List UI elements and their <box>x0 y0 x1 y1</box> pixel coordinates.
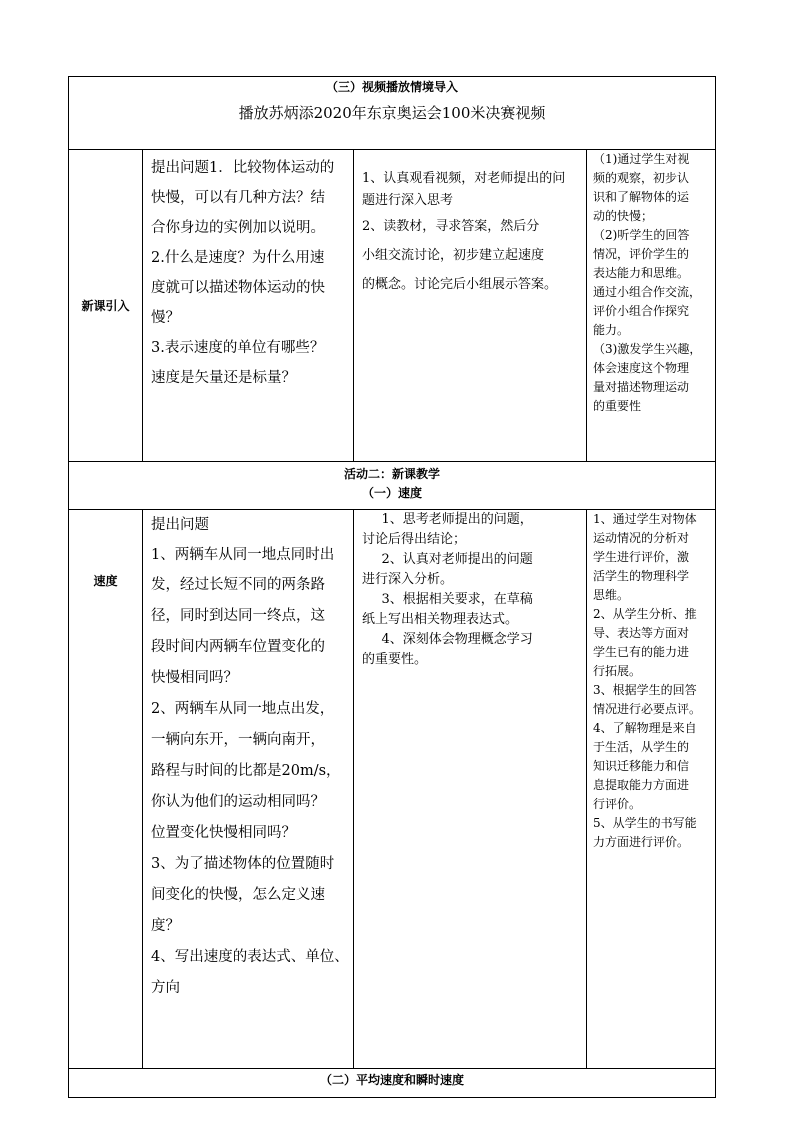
speed-design-line: 力方面进行评价。 <box>593 835 690 849</box>
speed-design-line: 思维。 <box>593 588 630 602</box>
speed-teacher-line: 4、写出速度的表达式、单位、 <box>151 949 349 965</box>
speed-student-line: 的重要性。 <box>362 652 428 667</box>
intro-teacher-line: 快慢，可以有几种方法？结 <box>151 190 325 206</box>
speed-design-line: 学生进行评价，激 <box>593 550 690 564</box>
speed-teacher-line: 方向 <box>151 980 180 996</box>
intro-design-cell <box>587 150 716 462</box>
intro-design-line: 评价小组合作探究 <box>593 304 690 318</box>
speed-teacher-line: 2、两辆车从同一地点出发， <box>151 701 335 717</box>
speed-teacher-line: 路程与时间的比都是20m/s， <box>151 763 341 779</box>
speed-teacher-line: 度？ <box>151 918 180 934</box>
speed-teacher-line: 间变化的快慢，怎么定义速 <box>151 887 325 903</box>
intro-teacher-line: 2.什么是速度？为什么用速 <box>151 250 325 266</box>
activity2-header-cell <box>69 462 716 510</box>
speed-student-line: 进行深入分析。 <box>362 572 454 587</box>
speed-design-line: 于生活，从学生的 <box>593 740 690 754</box>
intro-student-line: 1、认真观看视频，对老师提出的问 <box>362 171 566 186</box>
intro-teacher-line: 度就可以描述物体运动的快 <box>151 280 325 296</box>
lesson-plan-table <box>68 76 716 1098</box>
intro-student-cell <box>354 150 587 462</box>
intro-design-line: （2)听学生的回答 <box>593 228 690 242</box>
intro-design-line: 表达能力和思维。 <box>593 266 690 280</box>
speed-teacher-line: 3、为了描述物体的位置随时 <box>151 856 335 872</box>
speed-design-line: 1、通过学生对物体 <box>593 512 697 526</box>
intro-label: 新课引入 <box>69 150 143 462</box>
speed-design-line: 运动情况的分析对 <box>593 531 690 545</box>
speed-design-cell <box>587 510 716 1069</box>
section2-header-cell <box>69 1069 716 1098</box>
intro-design-line: 情况，评价学生的 <box>593 247 690 261</box>
speed-teacher-line: 段时间内两辆车位置变化的 <box>151 639 325 655</box>
speed-design-line: 2、从学生分析、推 <box>593 607 697 621</box>
intro-design-line: 量对描述物理运动 <box>593 380 690 394</box>
speed-teacher-line: 1、两辆车从同一地点同时出 <box>151 547 335 563</box>
section2-header: （二）平均速度和瞬时速度 <box>319 1073 464 1087</box>
speed-design-line: 行评价。 <box>593 797 642 811</box>
intro-teacher-line: 提出问题1．比较物体运动的 <box>151 160 335 176</box>
section3-header-row <box>69 77 716 150</box>
speed-design-line: 导、表达等方面对 <box>593 626 690 640</box>
speed-design-line: 行拓展。 <box>593 664 642 678</box>
intro-row <box>69 150 716 462</box>
speed-student-line: 纸上写出相关物理表达式。 <box>362 612 519 627</box>
intro-design-line: 能力。 <box>593 323 630 337</box>
speed-design-line: 4、了解物理是来自 <box>593 721 697 735</box>
intro-design-line: （1)通过学生对视 <box>593 152 690 166</box>
intro-design-line: 识和了解物体的运 <box>593 190 690 204</box>
section3-subtitle: 播放苏炳添2020年东京奥运会100米决赛视频 <box>238 104 546 122</box>
speed-teacher-cell <box>143 510 354 1069</box>
speed-teacher-line: 发，经过长短不同的两条路 <box>151 577 325 593</box>
intro-student-line: 2、读教材，寻求答案，然后分 <box>362 219 540 234</box>
speed-design-line: 活学生的物理科学 <box>593 569 690 583</box>
speed-student-line: 讨论后得出结论； <box>362 532 467 547</box>
intro-design-line: 体会速度这个物理 <box>593 361 690 375</box>
speed-design-line: 情况进行必要点评。 <box>593 702 702 716</box>
section2-header-row <box>69 1069 716 1098</box>
speed-teacher-line: 你认为他们的运动相同吗？ <box>151 794 325 810</box>
section3-header-cell <box>69 77 716 150</box>
intro-student-line: 题进行深入思考 <box>362 193 454 208</box>
intro-design-line: 频的观察，初步认 <box>593 171 690 185</box>
speed-teacher-line: 径，同时到达同一终点，这 <box>151 608 325 624</box>
intro-design-line: 动的快慢； <box>593 209 654 223</box>
section3-header: （三）视频播放情境导入 <box>325 80 458 94</box>
speed-teacher-line: 一辆向东开，一辆向南开， <box>151 732 325 748</box>
speed-student-cell <box>354 510 587 1069</box>
speed-design-line: 学生已有的能力进 <box>593 645 690 659</box>
speed-teacher-line: 位置变化快慢相同吗？ <box>151 825 296 841</box>
speed-row <box>69 510 716 1069</box>
speed-design-line: 知识迁移能力和信 <box>593 759 690 773</box>
speed-design-line: 5、从学生的书写能 <box>593 816 697 830</box>
speed-student-line: 1、思考老师提出的问题， <box>381 512 533 527</box>
speed-teacher-line: 快慢相同吗？ <box>151 670 238 686</box>
intro-teacher-cell <box>143 150 354 462</box>
intro-teacher-line: 慢？ <box>151 310 180 326</box>
intro-student-line: 的概念。讨论完后小组展示答案。 <box>362 277 558 292</box>
activity2-subheader: （一）速度 <box>361 486 422 500</box>
speed-student-line: 3、根据相关要求，在草稿 <box>381 592 533 607</box>
activity2-header-row <box>69 462 716 510</box>
lesson-plan-page <box>68 76 715 1098</box>
intro-teacher-line: 速度是矢量还是标量？ <box>151 370 296 386</box>
speed-teacher-line: 提出问题 <box>151 517 209 533</box>
intro-design-line: 通过小组合作交流， <box>593 285 702 299</box>
activity2-header: 活动二：新课教学 <box>343 467 440 481</box>
intro-design-line: （3)激发学生兴趣， <box>593 342 702 356</box>
intro-design-line: 的重要性 <box>593 399 642 413</box>
intro-teacher-line: 合你身边的实例加以说明。 <box>151 220 325 236</box>
speed-design-line: 3、根据学生的回答 <box>593 683 697 697</box>
speed-design-line: 息提取能力方面进 <box>593 778 690 792</box>
intro-student-line: 小组交流讨论，初步建立起速度 <box>362 248 545 263</box>
intro-teacher-line: 3.表示速度的单位有哪些？ <box>151 340 325 356</box>
speed-label: 速度 <box>69 510 143 1069</box>
speed-student-line: 4、深刻体会物理概念学习 <box>381 632 533 647</box>
speed-student-line: 2、认真对老师提出的问题 <box>381 552 533 567</box>
